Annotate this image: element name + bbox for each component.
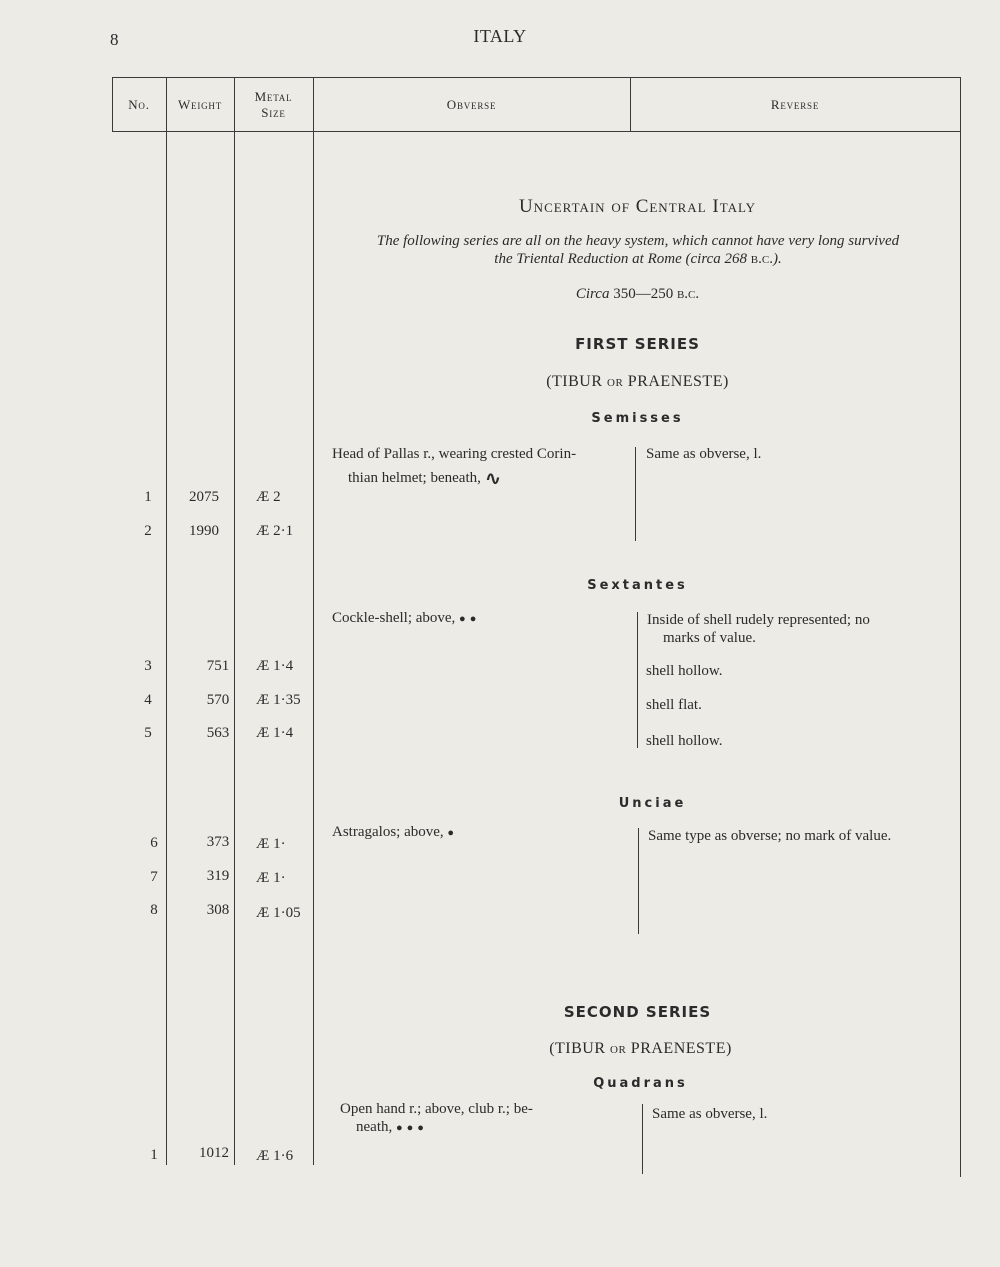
table-row-weight: 319 xyxy=(206,868,230,884)
section-intro xyxy=(330,232,946,268)
column-rule-no xyxy=(166,77,167,1165)
header-size: Size xyxy=(261,105,286,120)
unciae-obverse: Astragalos; above, ● xyxy=(332,824,459,840)
table-row-metal-size: Æ 1· xyxy=(256,870,286,886)
table-row-weight: 373 xyxy=(206,834,230,850)
intro-line-1: The following series are all on the heavy system, which cannot have very long survived xyxy=(376,233,900,249)
table-row-weight: 2075 xyxy=(189,489,219,505)
quadrans-reverse: Same as obverse, l. xyxy=(652,1106,768,1122)
three-dots-mark-icon: ●●● xyxy=(395,1122,428,1134)
date-range: Circa 350—250 b.c. xyxy=(575,286,700,302)
header-metal-size xyxy=(234,82,313,128)
table-row-no: 6 xyxy=(150,835,158,851)
table-row-no: 1 xyxy=(150,1147,158,1163)
reverse-rule-semisses xyxy=(635,447,636,541)
table-row-weight: 563 xyxy=(206,725,230,741)
semisses-reverse: Same as obverse, l. xyxy=(646,446,762,462)
header-reverse: Reverse xyxy=(770,97,820,113)
intro-line-2: the Triental Reduction at Rome (circa 268 b.c.). xyxy=(494,251,782,267)
column-rule-weight xyxy=(234,77,235,1165)
first-series-title: FIRST SERIES xyxy=(575,335,700,353)
table-row-metal-size: Æ 2 xyxy=(256,489,281,505)
semisses-heading: Semisses xyxy=(591,411,684,426)
table-row-weight: 570 xyxy=(206,692,230,708)
table-row-no: 4 xyxy=(144,692,152,708)
reverse-rule-sextantes xyxy=(637,612,638,748)
table-row-metal-size: Æ 1·6 xyxy=(256,1148,294,1164)
table-row-reverse: shell flat. xyxy=(646,697,702,713)
table-row-no: 5 xyxy=(144,725,152,741)
header-no: No. xyxy=(128,97,150,113)
table-row-reverse: shell hollow. xyxy=(646,663,723,679)
table-row-no: 7 xyxy=(150,869,158,885)
table-row-metal-size: Æ 1·4 xyxy=(256,725,294,741)
header-metal: Metal xyxy=(254,89,293,105)
dots-mark-icon: ●● xyxy=(459,613,481,625)
table-row-metal-size: Æ 1· xyxy=(256,836,286,852)
table-header-rule xyxy=(112,131,960,132)
table-row-metal-size: Æ 2·1 xyxy=(256,523,294,539)
section-title: Uncertain of Central Italy xyxy=(518,196,757,217)
second-series-place: (TIBUR or PRAENESTE) xyxy=(549,1040,732,1057)
unciae-heading: Unciae xyxy=(618,796,687,811)
header-obverse: Obverse xyxy=(446,97,497,113)
table-row-reverse: shell hollow. xyxy=(646,733,723,749)
unciae-reverse: Same type as obverse; no mark of value. xyxy=(648,828,892,844)
running-head: ITALY xyxy=(473,26,527,46)
sextantes-reverse: Inside of shell rudely represented; no marks of value. xyxy=(647,612,870,646)
dot-mark-icon: ● xyxy=(447,827,459,839)
table-row-metal-size: Æ 1·35 xyxy=(256,692,301,708)
wavy-mark-icon: ∿ xyxy=(484,466,502,490)
table-row-metal-size: Æ 1·05 xyxy=(256,905,301,921)
table-row-no: 1 xyxy=(144,489,152,505)
table-row-weight: 1012 xyxy=(199,1145,229,1161)
table-row-metal-size: Æ 1·4 xyxy=(256,658,294,674)
table-row-no: 8 xyxy=(150,902,158,918)
semisses-obverse: Head of Pallas r., wearing crested Corin- thian helmet; beneath, ∿ xyxy=(332,446,577,490)
column-rule-metal xyxy=(313,77,314,1165)
sextantes-heading: Sextantes xyxy=(587,578,688,593)
page-number: 8 xyxy=(110,30,119,49)
table-top-rule xyxy=(112,77,960,78)
table-row-no: 2 xyxy=(144,523,152,539)
reverse-rule-unciae xyxy=(638,828,639,934)
table-row-weight: 1990 xyxy=(189,523,219,539)
table-row-no: 3 xyxy=(144,658,152,674)
table-row-weight: 308 xyxy=(206,902,230,918)
quadrans-obverse: Open hand r.; above, club r.; be- neath, ●●● xyxy=(340,1101,533,1135)
reverse-rule-quadrans xyxy=(642,1104,643,1174)
table-right-rule xyxy=(960,77,961,1177)
quadrans-heading: Quadrans xyxy=(593,1076,688,1091)
second-series-title: SECOND SERIES xyxy=(563,1003,712,1021)
sextantes-obverse: Cockle-shell; above, ●● xyxy=(332,610,481,626)
first-series-place: (TIBUR or PRAENESTE) xyxy=(546,373,729,390)
header-weight: Weight xyxy=(177,97,223,113)
table-row-weight: 751 xyxy=(206,658,230,674)
